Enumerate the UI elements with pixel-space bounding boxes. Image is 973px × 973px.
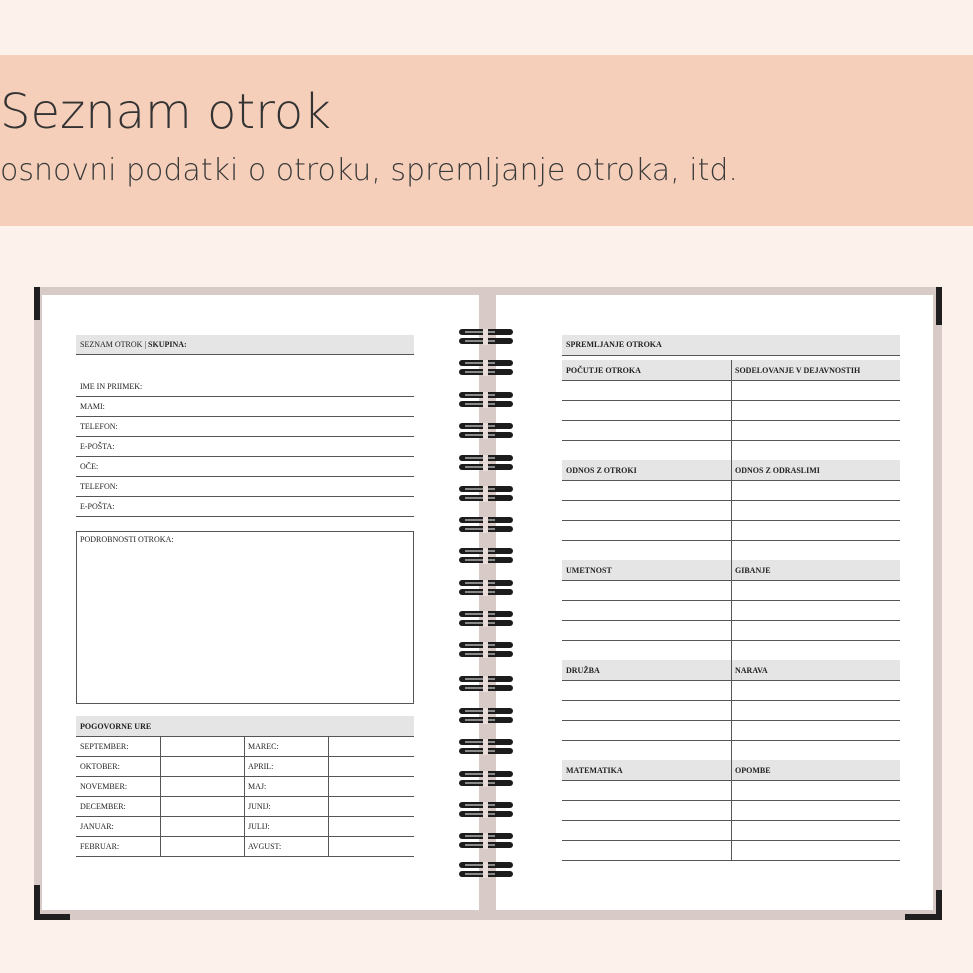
field-label: TELEFON: xyxy=(80,482,118,491)
spiral-ring xyxy=(459,548,513,564)
spiral-ring xyxy=(459,455,513,471)
month-label: APRIL: xyxy=(248,762,274,771)
spiral-ring xyxy=(459,329,513,345)
spiral-ring xyxy=(459,833,513,849)
section-label: NARAVA xyxy=(735,666,768,675)
section-label: DRUŽBA xyxy=(566,666,600,675)
month-label: JANUAR: xyxy=(80,822,114,831)
spiral-ring xyxy=(459,771,513,787)
spiral-ring xyxy=(459,862,513,878)
section-label: MATEMATIKA xyxy=(566,766,623,775)
section-label: UMETNOST xyxy=(566,566,612,575)
spiral-ring xyxy=(459,580,513,596)
page-title: Seznam otrok xyxy=(0,84,332,140)
month-label: JULIJ: xyxy=(248,822,270,831)
month-label: SEPTEMBER: xyxy=(80,742,129,751)
spiral-ring xyxy=(459,360,513,376)
spiral-ring xyxy=(459,392,513,408)
spiral-ring xyxy=(459,802,513,818)
section-label: ODNOS Z OTROKI xyxy=(566,466,637,475)
section-label: GIBANJE xyxy=(735,566,771,575)
left-side-edge xyxy=(34,320,42,885)
month-label: NOVEMBER: xyxy=(80,782,128,791)
section-label: OPOMBE xyxy=(735,766,771,775)
details-box xyxy=(76,531,414,704)
spiral-ring xyxy=(459,486,513,502)
field-label: OČE: xyxy=(80,462,99,471)
month-label: FEBRUAR: xyxy=(80,842,120,851)
section-label: POČUTJE OTROKA xyxy=(566,366,641,375)
spiral-ring xyxy=(459,517,513,533)
right-bottom-edge xyxy=(490,910,905,920)
left-bottom-edge xyxy=(70,910,480,920)
month-label: OKTOBER: xyxy=(80,762,120,771)
left-top-edge xyxy=(70,287,480,295)
month-label: DECEMBER: xyxy=(80,802,126,811)
field-label: IME IN PRIIMEK: xyxy=(80,382,143,391)
spine xyxy=(479,287,490,920)
spiral-ring xyxy=(459,423,513,439)
right-page xyxy=(496,295,933,910)
right-side-edge xyxy=(933,325,942,890)
page-subtitle: osnovni podatki o otroku, spremljanje otroka, itd. xyxy=(0,153,738,188)
month-label: MAREC: xyxy=(248,742,279,751)
field-label: E-POŠTA: xyxy=(80,442,115,451)
month-label: JUNIJ: xyxy=(248,802,271,811)
field-label: MAMI: xyxy=(80,402,105,411)
spiral-ring xyxy=(459,708,513,724)
field-label: TELEFON: xyxy=(80,422,118,431)
month-label: AVGUST: xyxy=(248,842,282,851)
section-label: ODNOS Z ODRASLIMI xyxy=(735,466,820,475)
spiral-ring xyxy=(459,739,513,755)
section-label: SODELOVANJE V DEJAVNOSTIH xyxy=(735,366,861,375)
right-top-edge xyxy=(490,287,905,295)
banner xyxy=(0,55,973,226)
left-header-title: SEZNAM OTROK | SKUPINA: xyxy=(80,340,187,349)
right-header-title: SPREMLJANJE OTROKA xyxy=(566,340,662,349)
field-label: E-POŠTA: xyxy=(80,502,115,511)
spiral-ring xyxy=(459,676,513,692)
spiral-ring xyxy=(459,642,513,658)
meetings-header: POGOVORNE URE xyxy=(80,722,152,731)
spiral-ring xyxy=(459,611,513,627)
details-label: PODROBNOSTI OTROKA: xyxy=(80,535,174,544)
month-label: MAJ: xyxy=(248,782,267,791)
